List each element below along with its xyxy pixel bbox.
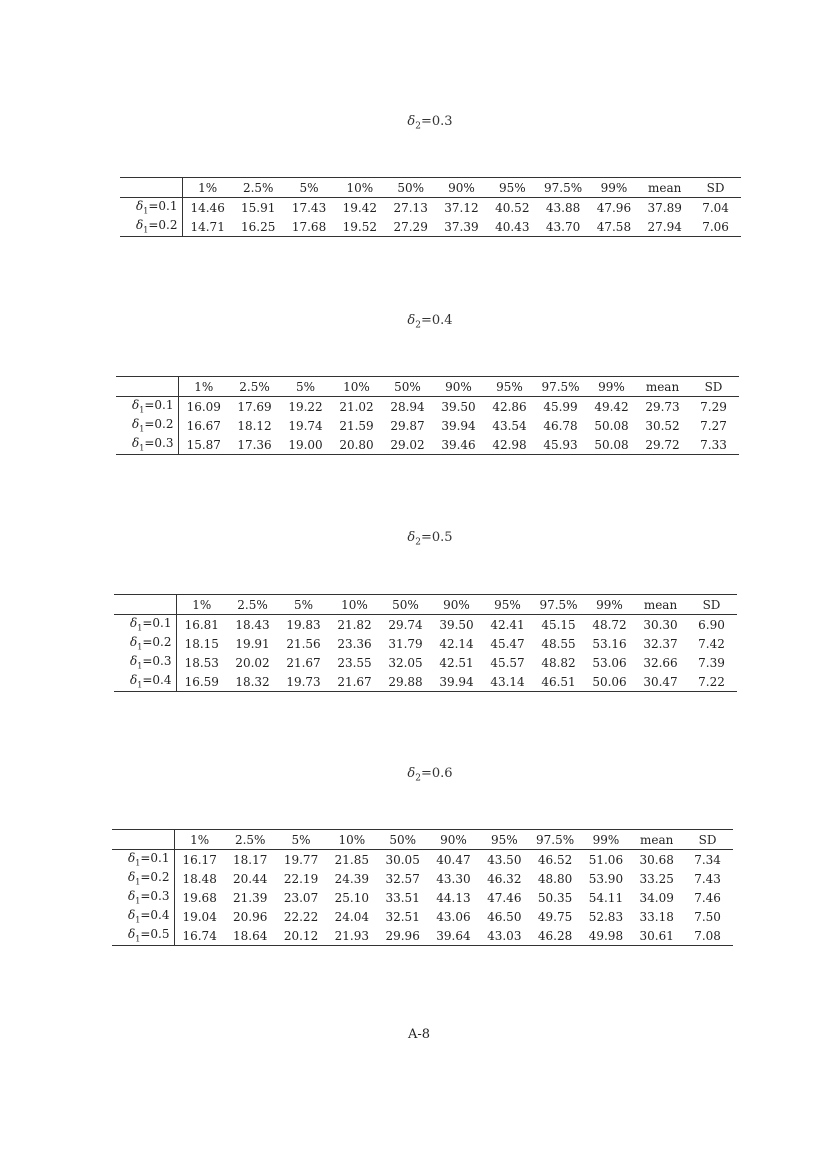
header-row xyxy=(114,595,737,615)
column-header: 5% xyxy=(291,832,311,847)
column-header: 50% xyxy=(389,832,416,847)
cell: 18.12 xyxy=(237,418,272,433)
column-header: 50% xyxy=(397,180,424,195)
corner-cell xyxy=(112,830,174,850)
cell: 43.54 xyxy=(492,418,527,433)
quantile-table xyxy=(112,829,733,946)
column-header: 10% xyxy=(346,180,374,195)
cell: 43.14 xyxy=(490,674,525,689)
column-header: 95% xyxy=(494,597,521,612)
cell: 22.22 xyxy=(283,909,319,924)
cell: 39.50 xyxy=(439,617,474,632)
table-row xyxy=(116,435,739,455)
cell: 47.46 xyxy=(487,890,522,905)
table-row xyxy=(112,926,733,946)
cell: 18.32 xyxy=(235,674,270,689)
row-label: $\delta_1=0.3$ xyxy=(114,653,176,672)
cell: 7.06 xyxy=(702,219,729,234)
cell: 50.08 xyxy=(594,437,629,452)
cell: 21.67 xyxy=(337,674,372,689)
cell: 48.80 xyxy=(537,871,573,886)
cell: 20.80 xyxy=(339,437,374,452)
cell: 30.61 xyxy=(639,928,674,943)
cell: 19.42 xyxy=(342,200,378,215)
column-header: 99% xyxy=(600,180,628,195)
row-label: $\delta_1=0.2$ xyxy=(120,217,182,237)
cell: 39.50 xyxy=(441,399,476,414)
cell: 46.52 xyxy=(537,852,573,867)
cell: 20.96 xyxy=(233,909,268,924)
column-header: 2.5% xyxy=(237,597,268,612)
cell: 7.22 xyxy=(698,674,725,689)
cell: 17.69 xyxy=(237,399,272,414)
column-header: mean xyxy=(648,180,682,195)
cell: 32.51 xyxy=(385,909,420,924)
cell: 29.73 xyxy=(645,399,680,414)
caption-symbol: δ xyxy=(407,313,416,328)
cell: 15.87 xyxy=(186,437,221,452)
cell: 50.08 xyxy=(594,418,629,433)
column-header: 99% xyxy=(598,379,625,394)
cell: 40.52 xyxy=(495,200,530,215)
cell: 39.94 xyxy=(439,674,474,689)
cell: 45.99 xyxy=(543,399,578,414)
header-row xyxy=(112,830,733,850)
cell: 21.85 xyxy=(334,852,370,867)
cell: 42.51 xyxy=(439,655,474,670)
column-header: 10% xyxy=(341,597,368,612)
cell: 19.68 xyxy=(182,890,217,905)
cell: 46.28 xyxy=(537,928,573,943)
cell: 27.13 xyxy=(393,200,428,215)
row-label: $\delta_1=0.4$ xyxy=(114,672,176,692)
row-label: $\delta_1=0.3$ xyxy=(116,435,178,455)
cell: 30.52 xyxy=(645,418,680,433)
column-header: 1% xyxy=(190,832,210,847)
cell: 53.90 xyxy=(588,871,624,886)
row-label: $\delta_1=0.1$ xyxy=(120,198,182,218)
cell: 46.32 xyxy=(487,871,522,886)
column-header: 10% xyxy=(338,832,366,847)
cell: 7.27 xyxy=(700,418,727,433)
cell: 53.16 xyxy=(592,636,627,651)
cell: 42.41 xyxy=(490,617,525,632)
cell: 52.83 xyxy=(588,909,624,924)
cell: 18.48 xyxy=(182,871,217,886)
column-header: 97.5% xyxy=(539,597,578,612)
cell: 23.36 xyxy=(337,636,372,651)
cell: 17.68 xyxy=(291,219,327,234)
cell: 53.06 xyxy=(592,655,627,670)
column-header: 90% xyxy=(448,180,475,195)
column-header: 90% xyxy=(445,379,472,394)
cell: 54.11 xyxy=(588,890,624,905)
table-caption xyxy=(0,313,827,331)
cell: 21.56 xyxy=(286,636,321,651)
table-caption xyxy=(0,114,827,132)
quantile-table xyxy=(120,177,741,237)
cell: 16.25 xyxy=(241,219,276,234)
cell: 19.04 xyxy=(182,909,217,924)
caption-subscript: 2 xyxy=(415,121,421,132)
header-row xyxy=(116,377,739,397)
cell: 18.17 xyxy=(233,852,268,867)
row-label: $\delta_1=0.3$ xyxy=(112,888,174,907)
cell: 43.30 xyxy=(436,871,471,886)
cell: 7.34 xyxy=(694,852,721,867)
table-row xyxy=(116,397,739,417)
cell: 29.74 xyxy=(388,617,423,632)
cell: 50.35 xyxy=(537,890,573,905)
cell: 50.06 xyxy=(592,674,627,689)
column-header: mean xyxy=(643,597,678,612)
table-row xyxy=(112,850,733,870)
cell: 30.05 xyxy=(385,852,420,867)
column-header: SD xyxy=(702,597,721,612)
cell: 17.36 xyxy=(237,437,272,452)
cell: 32.05 xyxy=(388,655,423,670)
cell: 46.78 xyxy=(543,418,578,433)
caption-value: =0.4 xyxy=(420,313,453,328)
cell: 7.43 xyxy=(694,871,721,886)
column-header: 97.5% xyxy=(541,379,580,394)
cell: 18.53 xyxy=(184,655,219,670)
cell: 42.86 xyxy=(492,399,527,414)
cell: 32.66 xyxy=(643,655,678,670)
cell: 42.98 xyxy=(492,437,527,452)
column-header: 95% xyxy=(496,379,523,394)
cell: 45.93 xyxy=(543,437,578,452)
column-header: 97.5% xyxy=(544,180,583,195)
table-row xyxy=(120,198,741,218)
cell: 37.12 xyxy=(444,200,479,215)
column-header: mean xyxy=(640,832,674,847)
caption-subscript: 2 xyxy=(415,773,421,784)
column-header: 5% xyxy=(299,180,319,195)
row-label: $\delta_1=0.2$ xyxy=(112,869,174,888)
column-header: 90% xyxy=(440,832,467,847)
corner-cell xyxy=(120,178,182,198)
cell: 43.06 xyxy=(436,909,471,924)
cell: 20.12 xyxy=(283,928,319,943)
cell: 21.59 xyxy=(339,418,374,433)
cell: 7.50 xyxy=(694,909,721,924)
cell: 7.33 xyxy=(700,437,727,452)
cell: 49.42 xyxy=(594,399,629,414)
cell: 25.10 xyxy=(334,890,370,905)
column-header: 10% xyxy=(343,379,370,394)
cell: 18.64 xyxy=(233,928,268,943)
cell: 23.55 xyxy=(337,655,372,670)
cell: 28.94 xyxy=(390,399,425,414)
cell: 45.47 xyxy=(490,636,525,651)
column-header: 2.5% xyxy=(239,379,270,394)
column-header: 90% xyxy=(443,597,470,612)
cell: 29.88 xyxy=(388,674,423,689)
caption-symbol: δ xyxy=(407,114,416,129)
cell: 49.98 xyxy=(588,928,624,943)
cell: 20.02 xyxy=(235,655,270,670)
caption-subscript: 2 xyxy=(415,537,421,548)
cell: 43.03 xyxy=(487,928,522,943)
table-row xyxy=(114,672,737,692)
cell: 20.44 xyxy=(233,871,268,886)
cell: 46.51 xyxy=(541,674,576,689)
cell: 44.13 xyxy=(436,890,471,905)
cell: 34.09 xyxy=(639,890,674,905)
cell: 47.58 xyxy=(596,219,632,234)
cell: 39.46 xyxy=(441,437,476,452)
cell: 40.47 xyxy=(436,852,471,867)
cell: 39.94 xyxy=(441,418,476,433)
column-header: 99% xyxy=(592,832,620,847)
caption-value: =0.3 xyxy=(420,114,453,129)
table-row xyxy=(120,217,741,237)
row-label: $\delta_1=0.2$ xyxy=(114,634,176,653)
cell: 33.51 xyxy=(385,890,420,905)
cell: 14.46 xyxy=(190,200,225,215)
cell: 46.50 xyxy=(487,909,522,924)
table-caption xyxy=(0,766,827,784)
cell: 7.04 xyxy=(702,200,729,215)
column-header: 5% xyxy=(295,379,316,394)
column-header: mean xyxy=(645,379,680,394)
cell: 32.37 xyxy=(643,636,678,651)
column-header: SD xyxy=(698,832,717,847)
cell: 43.50 xyxy=(487,852,522,867)
row-label: $\delta_1=0.5$ xyxy=(112,926,174,946)
column-header: 1% xyxy=(192,597,212,612)
cell: 32.57 xyxy=(385,871,420,886)
cell: 21.93 xyxy=(334,928,370,943)
column-header: 99% xyxy=(596,597,623,612)
cell: 29.96 xyxy=(385,928,420,943)
column-header: SD xyxy=(704,379,723,394)
table-row xyxy=(114,653,737,672)
column-header: 50% xyxy=(392,597,419,612)
cell: 39.64 xyxy=(436,928,471,943)
row-label: $\delta_1=0.4$ xyxy=(112,907,174,926)
cell: 19.74 xyxy=(288,418,323,433)
cell: 16.59 xyxy=(184,674,219,689)
cell: 19.91 xyxy=(235,636,270,651)
row-label: $\delta_1=0.1$ xyxy=(114,615,176,635)
cell: 21.67 xyxy=(286,655,321,670)
caption-symbol: δ xyxy=(407,530,416,545)
cell: 48.55 xyxy=(541,636,576,651)
cell: 16.67 xyxy=(186,418,221,433)
cell: 16.17 xyxy=(182,852,217,867)
cell: 43.88 xyxy=(545,200,581,215)
column-header: 95% xyxy=(490,832,518,847)
table-row xyxy=(114,615,737,635)
cell: 7.39 xyxy=(698,655,725,670)
cell: 27.29 xyxy=(393,219,428,234)
cell: 24.04 xyxy=(334,909,370,924)
cell: 7.29 xyxy=(700,399,727,414)
table-row xyxy=(114,634,737,653)
corner-cell xyxy=(114,595,176,615)
quantile-table xyxy=(114,594,737,692)
cell: 19.83 xyxy=(286,617,321,632)
cell: 33.25 xyxy=(639,871,674,886)
cell: 21.82 xyxy=(337,617,372,632)
table-caption xyxy=(0,530,827,548)
row-label: $\delta_1=0.2$ xyxy=(116,416,178,435)
column-header: 50% xyxy=(394,379,421,394)
cell: 21.39 xyxy=(233,890,268,905)
table-row xyxy=(112,888,733,907)
cell: 37.39 xyxy=(444,219,479,234)
cell: 29.87 xyxy=(390,418,425,433)
quantile-table xyxy=(116,376,739,455)
column-header: 5% xyxy=(293,597,314,612)
column-header: 2.5% xyxy=(234,832,266,847)
header-row xyxy=(120,178,741,198)
cell: 19.00 xyxy=(288,437,323,452)
cell: 19.52 xyxy=(342,219,378,234)
table-row xyxy=(112,869,733,888)
cell: 40.43 xyxy=(495,219,530,234)
cell: 45.15 xyxy=(541,617,576,632)
cell: 23.07 xyxy=(283,890,319,905)
caption-subscript: 2 xyxy=(415,320,421,331)
cell: 19.22 xyxy=(288,399,323,414)
cell: 16.81 xyxy=(184,617,219,632)
cell: 37.89 xyxy=(647,200,682,215)
cell: 16.74 xyxy=(182,928,217,943)
column-header: 2.5% xyxy=(242,180,274,195)
cell: 7.46 xyxy=(694,890,721,905)
table-row xyxy=(112,907,733,926)
cell: 47.96 xyxy=(596,200,632,215)
caption-symbol: δ xyxy=(407,766,416,781)
cell: 42.14 xyxy=(439,636,474,651)
cell: 7.42 xyxy=(698,636,725,651)
cell: 48.82 xyxy=(541,655,576,670)
cell: 14.71 xyxy=(190,219,225,234)
page-number: A-8 xyxy=(407,1027,431,1042)
cell: 29.72 xyxy=(645,437,680,452)
column-header: 95% xyxy=(498,180,526,195)
cell: 29.02 xyxy=(390,437,425,452)
cell: 33.18 xyxy=(639,909,674,924)
cell: 30.47 xyxy=(643,674,678,689)
table-row xyxy=(116,416,739,435)
cell: 51.06 xyxy=(588,852,624,867)
cell: 15.91 xyxy=(241,200,276,215)
cell: 45.57 xyxy=(490,655,525,670)
cell: 19.77 xyxy=(283,852,319,867)
column-header: SD xyxy=(706,180,725,195)
cell: 19.73 xyxy=(286,674,321,689)
cell: 22.19 xyxy=(283,871,319,886)
cell: 24.39 xyxy=(334,871,370,886)
cell: 16.09 xyxy=(186,399,221,414)
cell: 48.72 xyxy=(592,617,627,632)
cell: 31.79 xyxy=(388,636,423,651)
cell: 18.43 xyxy=(235,617,270,632)
cell: 21.02 xyxy=(339,399,374,414)
column-header: 1% xyxy=(194,379,214,394)
cell: 17.43 xyxy=(291,200,327,215)
cell: 6.90 xyxy=(698,617,725,632)
column-header: 97.5% xyxy=(536,832,575,847)
cell: 7.08 xyxy=(694,928,721,943)
cell: 18.15 xyxy=(184,636,219,651)
column-header: 1% xyxy=(198,180,218,195)
row-label: $\delta_1=0.1$ xyxy=(116,397,178,417)
corner-cell xyxy=(116,377,178,397)
cell: 30.68 xyxy=(639,852,674,867)
cell: 30.30 xyxy=(643,617,678,632)
cell: 49.75 xyxy=(537,909,573,924)
caption-value: =0.6 xyxy=(420,766,453,781)
cell: 43.70 xyxy=(545,219,581,234)
row-label: $\delta_1=0.1$ xyxy=(112,850,174,870)
cell: 27.94 xyxy=(647,219,682,234)
caption-value: =0.5 xyxy=(420,530,453,545)
